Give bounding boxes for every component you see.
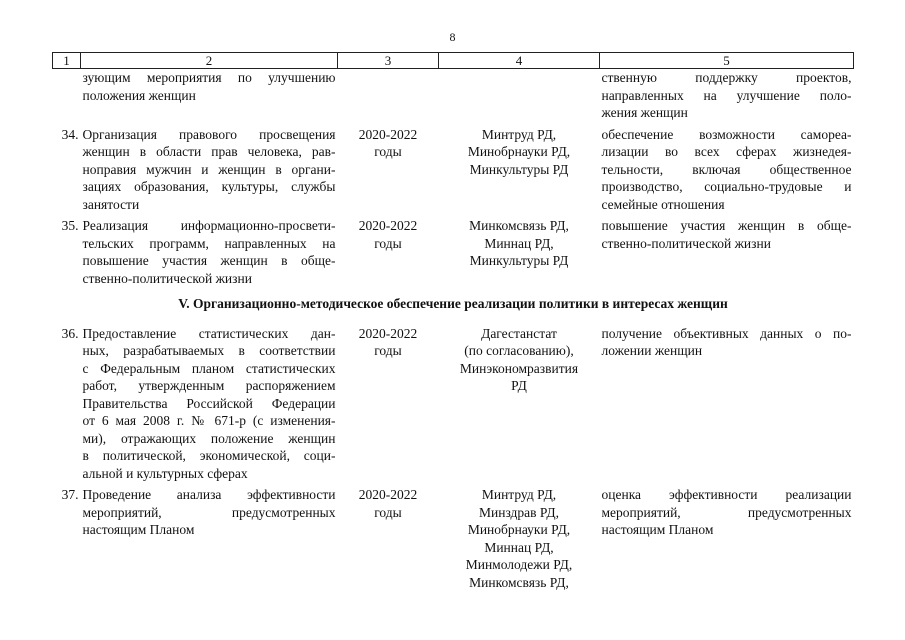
text-line: Минэкономразвития (459, 360, 579, 376)
text-line: Дагестанстат (481, 325, 557, 341)
section-row (53, 287, 854, 321)
table-row (53, 217, 854, 287)
result-cell (600, 217, 854, 287)
page-number: 8 (449, 30, 456, 44)
years-cell (338, 126, 439, 214)
action-cell (81, 486, 338, 591)
result-cell (600, 486, 854, 591)
text-line: от 6 мая 2008 г. № 671-р (с изменения- (82, 413, 336, 428)
result-cell (600, 325, 854, 483)
text-line: мероприятий, предусмотренных (601, 504, 852, 520)
text-line: производство, социально-трудовые и (601, 179, 852, 194)
column-number: 3 (338, 53, 439, 69)
text-line: ственно-политической жизни (601, 235, 771, 251)
text-line: повышение участия женщин в обще- (601, 218, 852, 233)
years-cell (338, 325, 439, 483)
text-line: зующим мероприятия по улучшению (82, 70, 336, 85)
years-cell (338, 69, 439, 122)
text-line: семейные отношения (601, 196, 725, 212)
row-number: 35. (61, 218, 79, 233)
text-line: годы (374, 144, 402, 159)
years-cell (338, 486, 439, 591)
text-line: годы (374, 235, 402, 251)
row-number: 36. (61, 325, 79, 341)
text-line: Минкультуры РД (469, 253, 569, 268)
column-number-row (53, 53, 854, 69)
text-line: жения женщин (601, 105, 688, 120)
text-line: оценка эффективности реализации (601, 487, 852, 502)
table-row (53, 325, 854, 483)
column-number: 4 (439, 53, 600, 69)
text-line: Реализация информационно-просвети- (82, 218, 336, 233)
text-line: Предоставление статистических дан- (82, 325, 336, 341)
plan-table (52, 52, 854, 591)
text-line: Минтруд РД, (481, 126, 557, 142)
text-line: женщин в области прав человека, рав- (82, 144, 336, 159)
action-cell (81, 126, 338, 214)
text-line: настоящим Планом (601, 522, 714, 537)
text-line: с Федеральным планом статистических (82, 360, 336, 376)
text-line: Минкультуры РД (469, 161, 569, 177)
section-title: V. Организационно-методическое обеспечение реализации политики в интересах женщин (178, 296, 728, 311)
action-cell (81, 325, 338, 483)
text-line: Миннац РД, (484, 235, 554, 251)
text-line: получение объективных данных о по- (601, 325, 852, 341)
text-line: Минобрнауки РД, (467, 144, 571, 159)
text-line: РД (511, 378, 527, 393)
text-line: повышение участия женщин в обще- (82, 253, 336, 268)
column-number: 1 (53, 53, 81, 69)
text-line: мероприятий, предусмотренных (82, 504, 336, 520)
action-cell (81, 217, 338, 287)
text-line: 2020-2022 (358, 126, 418, 142)
executors-cell (439, 486, 600, 591)
text-line: Минобрнауки РД, (467, 522, 571, 537)
row-number (53, 69, 81, 122)
text-line: ми), отражающих положение женщин (82, 430, 336, 446)
text-line: настоящим Планом (82, 522, 195, 537)
executors-cell (439, 69, 600, 122)
text-line: Минздрав РД, (479, 504, 559, 520)
text-line: ных, разрабатываемых в соответствии (82, 343, 336, 358)
text-line: 2020-2022 (358, 487, 418, 502)
text-line: обеспечение возможности самореа- (601, 126, 852, 142)
text-line: ложении женщин (601, 343, 703, 358)
text-line: в политической, экономической, соци- (82, 448, 336, 463)
column-number: 2 (81, 53, 338, 69)
row-number: 37. (61, 487, 79, 502)
action-cell (81, 69, 338, 122)
text-line: альной и культурных сферах (82, 465, 248, 481)
text-line: Минтруд РД, (481, 487, 557, 502)
text-line: годы (374, 343, 402, 358)
result-cell (600, 69, 854, 122)
text-line: Правительства Российской Федерации (82, 395, 336, 411)
table-row (53, 486, 854, 591)
executors-cell (439, 217, 600, 287)
text-line: Организация правового просвещения (82, 126, 336, 142)
executors-cell (439, 126, 600, 214)
text-line: годы (374, 504, 402, 520)
text-line: ственную поддержку проектов, (601, 70, 852, 85)
text-line: Миннац РД, (484, 539, 554, 555)
table-row (53, 126, 854, 214)
text-line: направленных на улучшение поло- (601, 87, 852, 103)
text-line: работ, утвержденным распоряжением (82, 378, 336, 393)
table-row (53, 69, 854, 122)
text-line: зациях образования, культуры, службы (82, 179, 336, 194)
executors-cell (439, 325, 600, 483)
text-line: ственно-политической жизни (82, 270, 252, 286)
result-cell (600, 126, 854, 214)
row-number: 34. (61, 126, 79, 142)
text-line: 2020-2022 (358, 325, 418, 341)
text-line: Минмолодежи РД, (465, 557, 573, 572)
text-line: Минкомсвязь РД, (469, 574, 569, 590)
text-line: (по согласованию), (464, 343, 574, 358)
text-line: 2020-2022 (358, 218, 418, 233)
text-line: тельских программ, направленных на (82, 235, 336, 251)
text-line: занятости (82, 196, 140, 212)
text-line: ноправия мужчин и женщин в органи- (82, 161, 336, 177)
text-line: лизации во всех сферах жизнедея- (601, 144, 852, 159)
text-line: положения женщин (82, 87, 196, 103)
years-cell (338, 217, 439, 287)
text-line: Минкомсвязь РД, (469, 218, 569, 233)
text-line: Проведение анализа эффективности (82, 487, 336, 502)
column-number: 5 (600, 53, 854, 69)
text-line: тельности, включая общественное (601, 161, 852, 177)
